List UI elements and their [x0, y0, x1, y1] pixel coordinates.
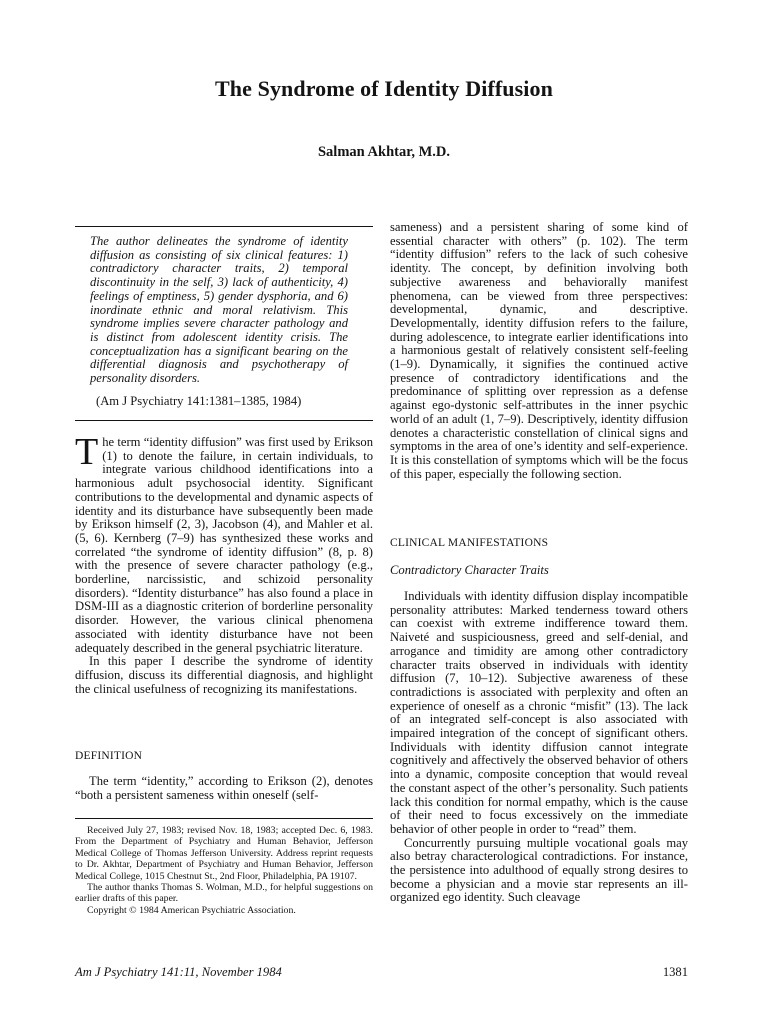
journal-footer: Am J Psychiatry 141:11, November 1984	[75, 965, 282, 979]
section-heading-definition: DEFINITION	[75, 750, 143, 762]
abstract-citation: (Am J Psychiatry 141:1381–1385, 1984)	[96, 394, 302, 408]
footnote-received: Received July 27, 1983; revised Nov. 18, 1983; accepted Dec. 6, 1983. From the Department of Psychiatry and Human Behavior, Jefferson Medical College of Thomas Jefferson University. Address reprint requests to Dr. Akhtar, Department of Psychiatry and Human Behavior, Jefferson Medical College, 1015 Chestnut St., 2nd Floor, Philadelphia, PA 19107.	[75, 825, 373, 882]
definition-continued: sameness) and a persistent sharing of some kind of essential character with others” (p. 102). The term “identity diffusion” refers to the lack of such cohesive identity. The concept, by definition involving both subjective awareness and behaviorally manifest phenomena, can be viewed from three perspectives: developmental, dynamic, and descriptive. Developmentally, identity diffusion refers to the failure, during adolescence, to integrate earlier identifications into a harmonious gestalt of relatively consistent self-feeling (1–9). Dynamically, it signifies the continued active presence of contradictory identifications and the predominance of splitting over repression as a defense against ego-dystonic self-attributes in the inner psychic world of an adult (1, 7–9). Descriptively, identity diffusion denotes a characteristic constellation of clinical signs and symptoms in the area of one’s identity and self-experience. It is this constellation of symptoms which will be the focus of this paper, especially the following section.	[390, 220, 688, 481]
clinical-paragraph-1: Individuals with identity diffusion display incompatible personality attributes: Marked tenderness toward others can coexist with extreme indifference toward them. Naiveté and suspiciousness, greed and self-denial, and arrogance and timidity are among other contradictory character traits observed in individuals with identity diffusion (7, 10–12). Subjective awareness of these contradictions is associated with perplexity and often an experience of oneself as a chronic “misfit” (13). The lack of an integrated self-concept is also associated with impaired integration of the concept of significant others. Individuals with identity diffusion cannot integrate cognitively and affectively the observed behavior of others into a dynamic, composite conception that would reveal the constant aspect of the other’s personality. Such patients lack this condition for normal empathy, which is the cause of their need to focus excessively on the immediate behavior of other people in order to “read” them.	[390, 589, 688, 836]
footnote-thanks: The author thanks Thomas S. Wolman, M.D., for helpful suggestions on earlier drafts of this paper.	[75, 882, 373, 905]
page-title: The Syndrome of Identity Diffusion	[215, 76, 553, 101]
footnote-block	[75, 825, 373, 916]
drop-cap: T	[75, 431, 99, 473]
footnote-rule	[75, 818, 373, 819]
abstract-bottom-rule	[75, 420, 373, 421]
definition-paragraph-1: The term “identity,” according to Erikson (2), denotes “both a persistent sameness within oneself (self-	[75, 774, 373, 802]
author-name: Salman Akhtar, M.D.	[317, 144, 450, 160]
section-heading-clinical: CLINICAL MANIFESTATIONS	[390, 537, 549, 549]
subheading-contradictory-traits: Contradictory Character Traits	[390, 563, 549, 577]
abstract-top-rule	[75, 226, 373, 227]
page-number: 1381	[662, 965, 688, 979]
abstract-text: The author delineates the syndrome of identity diffusion as consisting of six clinical features: 1) contradictory character traits, 2) temporal discontinuity in the self, 3) lack of authenticity, 4) feelings of emptiness, 5) gender dysphoria, and 6) inordinate ethnic and moral relativism. This syndrome implies severe character pathology and is distinct from adolescent identity crisis. The conceptualization has a significant bearing on the differential diagnosis and psychotherapy of personality disorders.	[90, 234, 348, 386]
intro-section	[75, 431, 373, 696]
intro-paragraph-2: In this paper I describe the syndrome of identity diffusion, discuss its differential diagnosis, and highlight the clinical usefulness of recognizing its manifestations.	[75, 654, 373, 696]
clinical-section	[390, 590, 688, 905]
intro-paragraph-1: he term “identity diffusion” was first used by Erikson (1) to denote the failure, in certain individuals, to integrate various childhood identifications into a harmonious adult psychosocial identity. Significant contributions to the developmental and dynamic aspects of identity and its disturbance have subsequently been made by Erikson himself (2, 3), Jacobson (4), and Mahler et al. (5, 6). Kernberg (7–9) has synthesized these works and correlated “the syndrome of identity diffusion” (8, p. 8) with the presence of severe character pathology (e.g., borderline, narcissistic, and schizoid personality disorders). “Identity disturbance” has also found a place in DSM-III as a diagnostic criterion of borderline personality disorder. However, the various clinical phenomena associated with identity disturbance have not been adequately described in the general psychiatric literature.	[75, 435, 373, 655]
clinical-paragraph-2: Concurrently pursuing multiple vocational goals may also betray characterological contradictions. For instance, the persistence into adulthood of equally strong desires to become a physician and a movie star represents an ill-organized ego identity. Such cleavage	[390, 835, 688, 905]
footnote-copyright: Copyright © 1984 American Psychiatric Association.	[87, 904, 296, 916]
